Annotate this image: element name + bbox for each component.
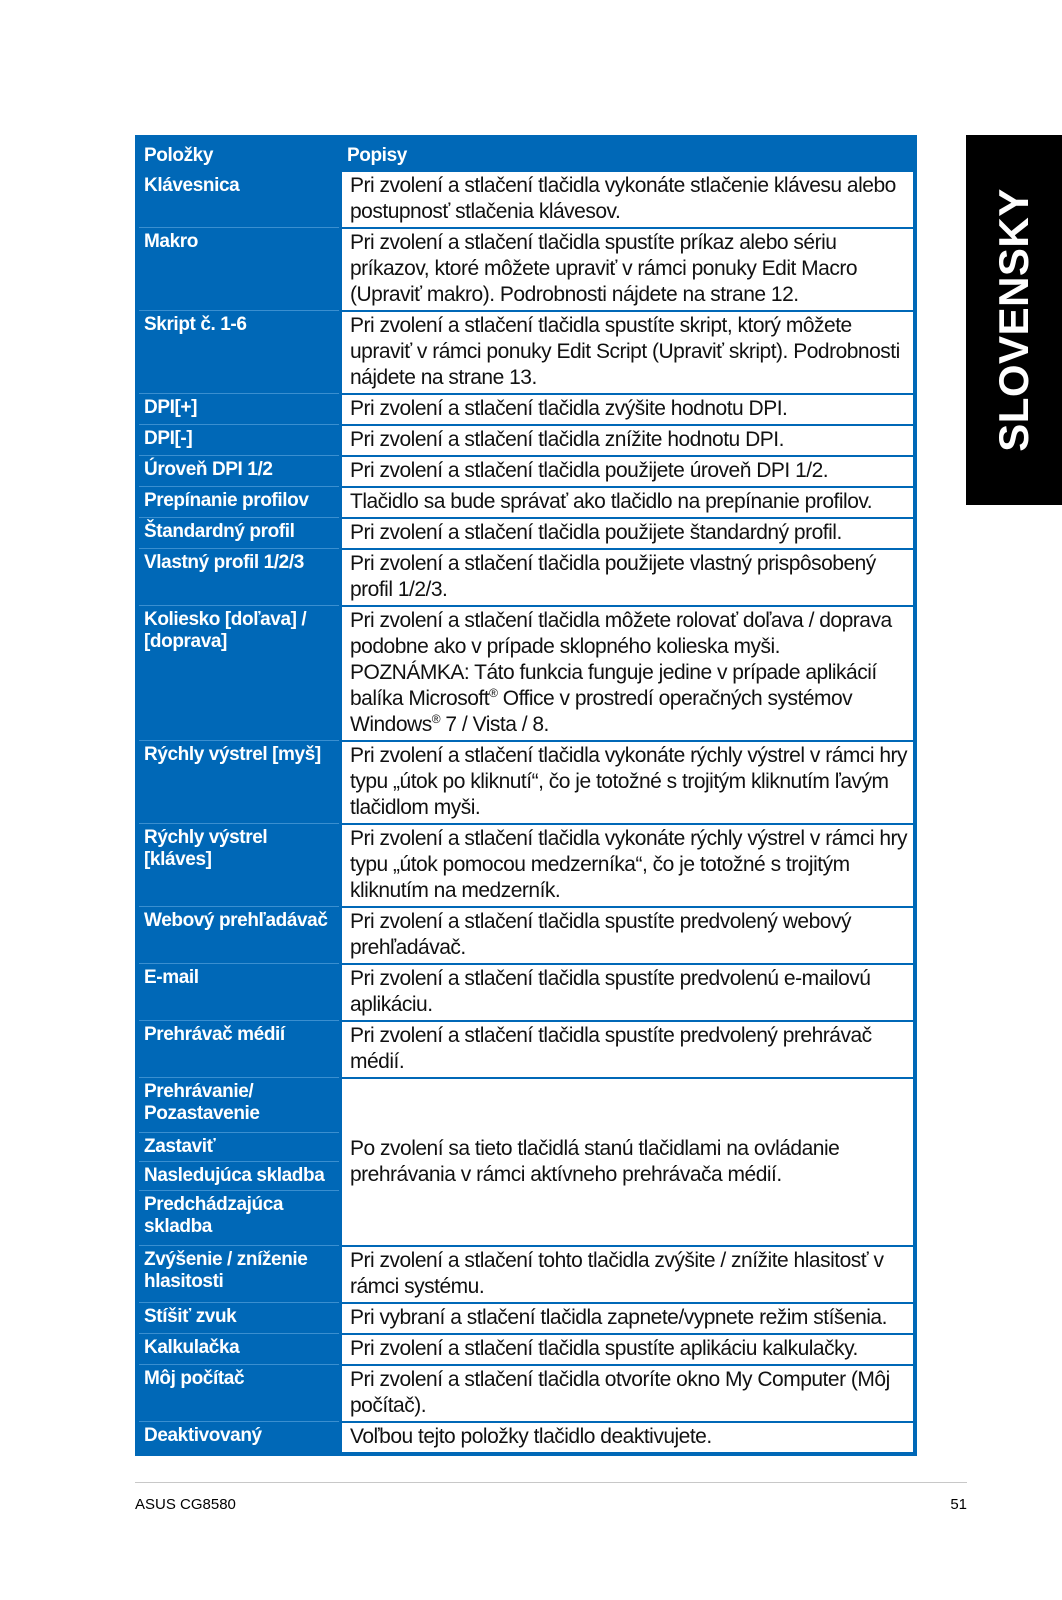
header-descriptions: Popisy (339, 139, 913, 172)
item-name: DPI[+] (139, 393, 339, 424)
item-name: Zvýšenie / zníženie hlasitosti (139, 1245, 339, 1302)
table-row (139, 605, 913, 740)
item-name: Môj počítač (139, 1364, 339, 1421)
language-tab-label-wrap (966, 135, 1062, 505)
item-name: Zastaviť (139, 1132, 339, 1161)
table-header-row (139, 139, 913, 172)
item-description: Pri zvolení a stlačení tlačidla vykonáte stlačenie klávesu alebo postupnosť stlačenia klávesov. (339, 172, 913, 227)
item-name: Predchádzajúca skladba (139, 1190, 339, 1245)
item-name: Skript č. 1-6 (139, 310, 339, 393)
item-description: Pri vybraní a stlačení tlačidla zapnete/vypnete režim stíšenia. (339, 1302, 913, 1333)
item-description: Pri zvolení a stlačení tlačidla spustíte predvolenú e-mailovú aplikáciu. (339, 963, 913, 1020)
footer-model: ASUS CG8580 (135, 1496, 236, 1513)
item-description: Po zvolení sa tieto tlačidlá stanú tlačidlami na ovládanie prehrávania v rámci aktívneho prehrávača médií. (339, 1077, 913, 1245)
item-name: Prepínanie profilov (139, 486, 339, 517)
item-name: Nasledujúca skladba (139, 1161, 339, 1190)
table-row (139, 310, 913, 393)
table-row (139, 172, 913, 227)
note-text: POZNÁMKA: Táto funkcia funguje jedine v prípade aplikácií balíka Microsoft (350, 661, 877, 710)
table-row (139, 1020, 913, 1077)
item-description: Pri zvolení a stlačení tlačidla spustíte predvolený webový prehľadávač. (339, 906, 913, 963)
item-name: Koliesko [doľava] / [doprava] (139, 605, 339, 740)
item-description: Pri zvolení a stlačení tlačidla použijete úroveň DPI 1/2. (339, 455, 913, 486)
table-row (139, 963, 913, 1020)
button-functions-table (135, 135, 917, 1456)
language-tab-label: SLOVENSKY (990, 188, 1037, 452)
table-row (139, 1364, 913, 1421)
item-description: Pri zvolení a stlačení tlačidla vykonáte rýchly výstrel v rámci hry typu „útok po kliknutí“, čo je totožné s trojitým kliknutím ľavým tlačidlom myši. (339, 740, 913, 823)
item-description: Pri zvolení a stlačení tlačidla spustíte aplikáciu kalkulačky. (339, 1333, 913, 1364)
item-description: Pri zvolení a stlačení tlačidla vykonáte rýchly výstrel v rámci hry typu „útok pomocou medzerníka“, čo je totožné s trojitým kliknutím na medzerník. (339, 823, 913, 906)
item-description (339, 605, 913, 740)
item-name: DPI[-] (139, 424, 339, 455)
desc-text: Pri zvolení a stlačení tlačidla môžete rolovať doľava / doprava podobne ako v prípade sklopného kolieska myši. (350, 609, 892, 658)
item-description: Pri zvolení a stlačení tlačidla spustíte predvolený prehrávač médií. (339, 1020, 913, 1077)
table-row (139, 1333, 913, 1364)
item-description: Pri zvolení a stlačení tlačidla spustíte príkaz alebo sériu príkazov, ktoré môžete upraviť v rámci ponuky Edit Macro (Upraviť makro). Podrobnosti nájdete na strane 12. (339, 227, 913, 310)
item-name: Vlastný profil 1/2/3 (139, 548, 339, 605)
item-name: Prehrávač médií (139, 1020, 339, 1077)
registered-mark: ® (431, 712, 441, 726)
table-row (139, 1421, 913, 1452)
table-row (139, 517, 913, 548)
item-name: Prehrávanie/ Pozastavenie (139, 1077, 339, 1132)
item-description: Pri zvolení a stlačení tlačidla použijete štandardný profil. (339, 517, 913, 548)
item-name: Webový prehľadávač (139, 906, 339, 963)
item-name: Makro (139, 227, 339, 310)
item-name: Úroveň DPI 1/2 (139, 455, 339, 486)
desc-text: 7 / Vista / 8. (440, 713, 549, 736)
page-number: 51 (950, 1496, 967, 1513)
item-name: Klávesnica (139, 172, 339, 227)
item-description: Pri zvolení a stlačení tlačidla použijete vlastný prispôsobený profil 1/2/3. (339, 548, 913, 605)
item-name: Stíšiť zvuk (139, 1302, 339, 1333)
desc-text: Office v prostredí operačných systémov Windows (350, 687, 853, 736)
table-row (139, 823, 913, 906)
table-row (139, 1302, 913, 1333)
item-name: Štandardný profil (139, 517, 339, 548)
item-description: Tlačidlo sa bude správať ako tlačidlo na prepínanie profilov. (339, 486, 913, 517)
footer-divider (135, 1482, 967, 1483)
item-name: Rýchly výstrel [kláves] (139, 823, 339, 906)
table-row (139, 424, 913, 455)
item-description: Pri zvolení a stlačení tlačidla otvoríte okno My Computer (Môj počítač). (339, 1364, 913, 1421)
table-row (139, 1245, 913, 1302)
item-name: Rýchly výstrel [myš] (139, 740, 339, 823)
item-description: Pri zvolení a stlačení tlačidla spustíte skript, ktorý môžete upraviť v rámci ponuky Edit Script (Upraviť skript). Podrobnosti nájdete na strane 13. (339, 310, 913, 393)
header-items: Položky (139, 139, 339, 172)
table-row (139, 393, 913, 424)
item-description: Pri zvolení a stlačení tohto tlačidla zvýšite / znížite hlasitosť v rámci systému. (339, 1245, 913, 1302)
table-row (139, 906, 913, 963)
item-name: Deaktivovaný (139, 1421, 339, 1452)
item-name: E-mail (139, 963, 339, 1020)
registered-mark: ® (489, 686, 498, 700)
item-description: Pri zvolení a stlačení tlačidla zvýšite hodnotu DPI. (339, 393, 913, 424)
table-row (139, 740, 913, 823)
item-name: Kalkulačka (139, 1333, 339, 1364)
item-description: Pri zvolení a stlačení tlačidla znížite hodnotu DPI. (339, 424, 913, 455)
table-row (139, 455, 913, 486)
item-description: Voľbou tejto položky tlačidlo deaktivujete. (339, 1421, 913, 1452)
table-row (139, 548, 913, 605)
table-row-media (139, 1077, 913, 1132)
table-row (139, 227, 913, 310)
table-row (139, 486, 913, 517)
